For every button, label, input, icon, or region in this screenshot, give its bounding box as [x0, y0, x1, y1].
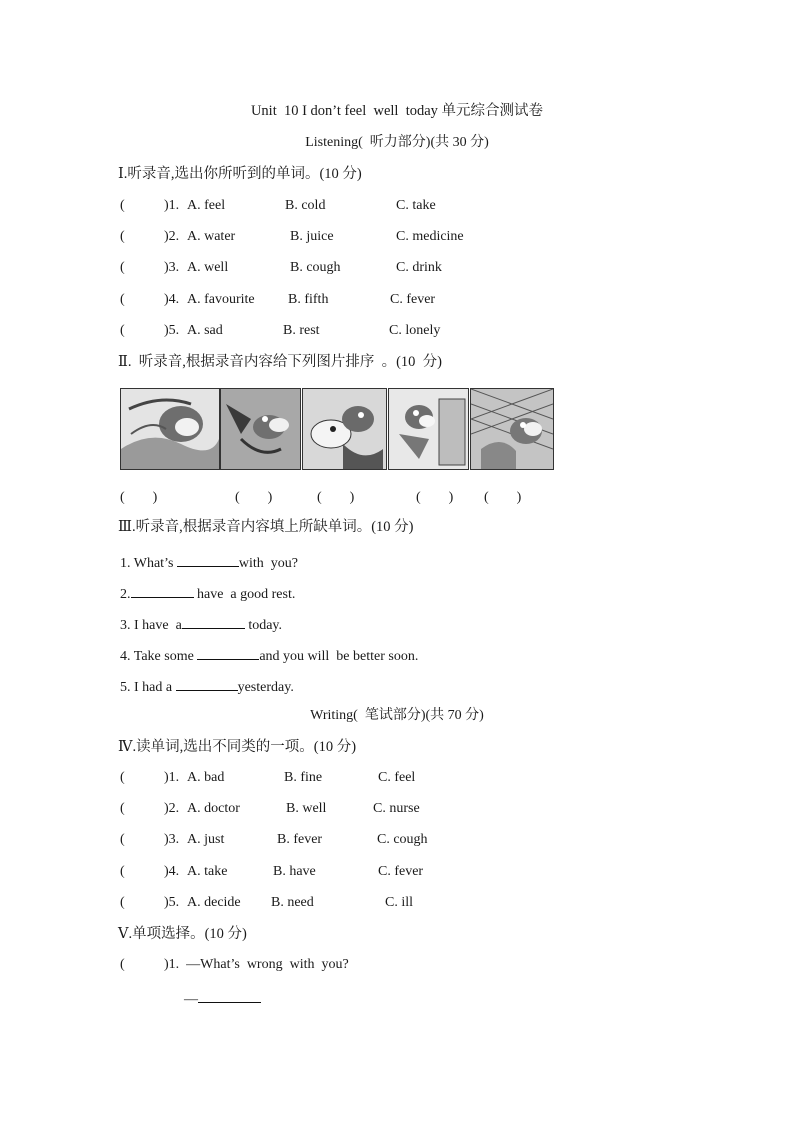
option-c: C. fever [390, 292, 436, 307]
option-b: B. fine [284, 770, 323, 785]
answer-blank[interactable] [182, 614, 245, 629]
answer-paren[interactable]: ( [120, 832, 125, 847]
option-c: C. take [396, 198, 436, 213]
answer-paren[interactable]: ( [120, 323, 125, 338]
option-a: A. just [187, 832, 225, 847]
order-blank-5[interactable]: ( ) [484, 490, 522, 505]
option-b: B. rest [283, 323, 320, 338]
question-number: )2. [164, 801, 180, 816]
answer-blank[interactable] [197, 645, 259, 660]
answer-paren[interactable]: ( [120, 260, 125, 275]
sentence-text: 4. Take some [120, 649, 198, 664]
fill-blank-sentence [120, 614, 282, 635]
sentence-text: 1. What’s [120, 556, 177, 571]
answer-blank[interactable] [198, 988, 261, 1003]
option-c: C. lonely [389, 323, 441, 338]
sentence-text: 5. I had a [120, 680, 176, 695]
question-number: )4. [164, 292, 180, 307]
fill-blank-sentence [120, 645, 418, 666]
answer-blank[interactable] [177, 552, 239, 567]
option-b: B. cough [290, 260, 341, 275]
order-blank-1[interactable]: ( ) [120, 490, 158, 505]
section-4-heading: Ⅳ.读单词,选出不同类的一项。(10 分) [118, 739, 357, 755]
dino-with-bat-image [220, 388, 301, 470]
answer-paren[interactable]: ( [120, 198, 125, 213]
option-c: C. ill [385, 895, 414, 910]
page-title: Unit 10 I don’t feel well today 单元综合测试卷 [250, 103, 544, 119]
writing-heading: Writing( 笔试部分)(共 70 分) [310, 708, 484, 723]
sentence-text: and you will be better soon. [259, 649, 419, 664]
question-number: )5. [164, 323, 180, 338]
fill-blank-sentence [120, 552, 298, 573]
sentence-text: 3. I have a [120, 618, 182, 633]
sentence-text: yesterday. [237, 680, 294, 695]
order-blank-3[interactable]: ( ) [317, 490, 355, 505]
option-a: A. bad [187, 770, 225, 785]
option-a: A. well [187, 260, 229, 275]
option-c: C. cough [377, 832, 428, 847]
order-blank-2[interactable]: ( ) [235, 490, 273, 505]
listening-heading: Listening( 听力部分)(共 30 分) [305, 135, 489, 150]
option-b: B. have [273, 864, 316, 879]
answer-blank[interactable] [131, 583, 194, 598]
option-a: A. take [187, 864, 228, 879]
option-a: A. doctor [187, 801, 240, 816]
dinos-behind-net-image [470, 388, 554, 470]
question-number: )5. [164, 895, 180, 910]
question-number: )1. [164, 198, 180, 213]
option-b: B. fifth [288, 292, 329, 307]
answer-paren[interactable]: ( [120, 864, 125, 879]
answer-paren[interactable]: ( [120, 801, 125, 816]
answer-paren[interactable]: ( [120, 770, 125, 785]
option-b: B. need [271, 895, 314, 910]
option-b: B. well [286, 801, 327, 816]
fill-blank-sentence [120, 676, 294, 697]
option-c: C. fever [378, 864, 424, 879]
option-a: A. water [187, 229, 236, 244]
answer-paren[interactable]: ( [120, 292, 125, 307]
two-dinos-image [302, 388, 387, 470]
option-a: A. feel [187, 198, 226, 213]
question-number: )4. [164, 864, 180, 879]
section-1-heading: Ⅰ.听录音,选出你所听到的单词。(10 分) [118, 166, 362, 182]
answer-blank[interactable] [176, 676, 238, 691]
answer-paren[interactable]: ( [120, 957, 125, 972]
option-c: C. feel [378, 770, 416, 785]
section-5-heading: Ⅴ.单项选择。(10 分) [118, 926, 247, 942]
sentence-text: with you? [238, 556, 299, 571]
order-blank-4[interactable]: ( ) [416, 490, 454, 505]
option-c: C. nurse [373, 801, 420, 816]
response-line [184, 988, 261, 1009]
option-a: A. favourite [187, 292, 255, 307]
sentence-text: 2. [120, 587, 131, 602]
question-number: )1. [164, 770, 180, 785]
option-b: B. cold [285, 198, 326, 213]
sick-dino-in-bed-image [120, 388, 220, 470]
question-number: )3. [164, 832, 180, 847]
dash-text: — [184, 992, 198, 1007]
question-number: )2. [164, 229, 180, 244]
option-c: C. medicine [396, 229, 464, 244]
option-a: A. sad [187, 323, 223, 338]
sentence-text: have a good rest. [193, 587, 296, 602]
dino-at-fridge-image [388, 388, 469, 470]
answer-paren[interactable]: ( [120, 895, 125, 910]
option-b: B. juice [290, 229, 334, 244]
section-2-heading: Ⅱ. 听录音,根据录音内容给下列图片排序 。(10 分) [118, 354, 443, 370]
option-a: A. decide [187, 895, 241, 910]
question-number: )3. [164, 260, 180, 275]
fill-blank-sentence [120, 583, 295, 604]
section-3-heading: Ⅲ.听录音,根据录音内容填上所缺单词。(10 分) [118, 519, 414, 535]
answer-paren[interactable]: ( [120, 229, 125, 244]
section-5-question-1: )1. —What’s wrong with you? [164, 957, 349, 972]
option-c: C. drink [396, 260, 442, 275]
option-b: B. fever [277, 832, 323, 847]
sentence-text: today. [244, 618, 283, 633]
